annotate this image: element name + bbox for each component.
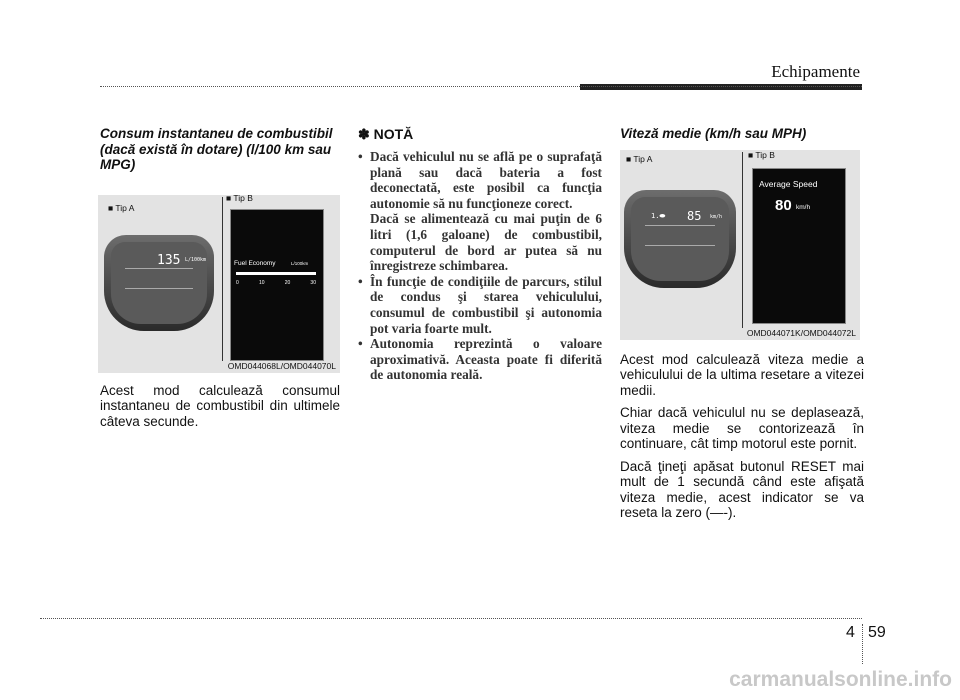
cluster-display-type-a xyxy=(624,190,736,288)
average-speed-screen-unit: km/h xyxy=(796,203,811,211)
column-average-speed xyxy=(620,126,864,521)
chapter-number: 4 xyxy=(846,624,855,641)
note-item: • În funcţie de condiţiile de parcurs, stilul de condus şi starea vehiculului, consumul de combustibil şi autonomia pot varia foarte mult. xyxy=(358,274,602,336)
cluster-display-type-b xyxy=(230,209,324,361)
footer-divider xyxy=(40,618,862,619)
figure-divider xyxy=(742,152,743,328)
average-speed-screen-value: 80 xyxy=(775,196,792,214)
fuel-economy-scale: 0 10 20 30 xyxy=(236,279,316,286)
average-speed-idle-note: Chiar dacă vehiculul nu se deplasează, viteza medie se contorizează în continuare, cât timp motorul este pornit. xyxy=(620,405,864,451)
figure-average-speed xyxy=(620,150,860,340)
fuel-economy-bar xyxy=(236,272,316,275)
figure-instant-fuel xyxy=(98,192,340,373)
cluster-display-type-b xyxy=(752,168,846,324)
cluster-display-type-a xyxy=(104,235,214,331)
average-speed-unit: km/h xyxy=(710,213,723,220)
average-speed-description: Acest mod calculează viteza medie a vehiculului de la ultima resetare a vitezei medii. xyxy=(620,351,864,398)
note-item: • Dacă vehiculul nu se află pe o suprafaţă plană sau dacă bateria a fost deconectată, este posibil ca funcţia autonomie să nu funcţioneze corect. Dacă se alimentează cu mai puţin de 6 litri (1,6 galoane) de combustibil, computerul de bord ar putea să nu înregistreze schimbarea. xyxy=(358,149,602,274)
figure-divider xyxy=(222,197,223,361)
fuel-economy-title: Fuel Economy xyxy=(234,259,276,267)
note-list xyxy=(358,149,602,383)
header-bar xyxy=(580,84,862,90)
instant-fuel-unit: L/100km xyxy=(185,256,207,263)
figure-code: OMD044068L/OMD044070L xyxy=(227,360,336,371)
heading-instant-fuel: Consum instantaneu de combustibil (dacă există în dotare) (l/100 km sau MPG) xyxy=(100,126,333,172)
instant-fuel-value: 135 xyxy=(157,252,181,268)
figure-label-type-a: ■ Tip A xyxy=(108,202,135,213)
average-speed-value: 85 xyxy=(687,208,702,223)
car-icon: 1.⬬ xyxy=(651,211,666,220)
note-title: ✽ NOTĂ xyxy=(358,126,414,142)
fuel-economy-unit: L/100km xyxy=(291,260,309,266)
page-number: 59 xyxy=(868,624,886,641)
figure-label-type-a: ■ Tip A xyxy=(626,153,653,164)
heading-average-speed: Viteză medie (km/h sau MPH) xyxy=(620,126,807,141)
column-instant-fuel xyxy=(100,126,340,429)
figure-code: OMD044071K/OMD044072L xyxy=(746,327,856,338)
note-box xyxy=(358,126,602,383)
note-item: • Autonomia reprezintă o valoare aproximativă. Aceasta poate fi diferită de autonomia reală. xyxy=(358,336,602,383)
figure-label-type-b: ■ Tip B xyxy=(748,149,775,160)
watermark: carmanualsonline.info xyxy=(729,668,952,691)
average-speed-title: Average Speed xyxy=(759,178,818,189)
section-title: Echipamente xyxy=(771,62,860,81)
instant-fuel-description: Acest mod calculează consumul instantaneu de combustibil din ultimele câteva secunde. xyxy=(100,382,340,429)
average-speed-reset-note: Dacă ţineţi apăsat butonul RESET mai mult de 1 secundă când este afişată viteza medie, acest indicator se va reseta la zero (—-). xyxy=(620,458,864,520)
footer-page-divider xyxy=(862,624,863,664)
header-divider xyxy=(100,86,862,87)
figure-label-type-b: ■ Tip B xyxy=(226,192,253,203)
